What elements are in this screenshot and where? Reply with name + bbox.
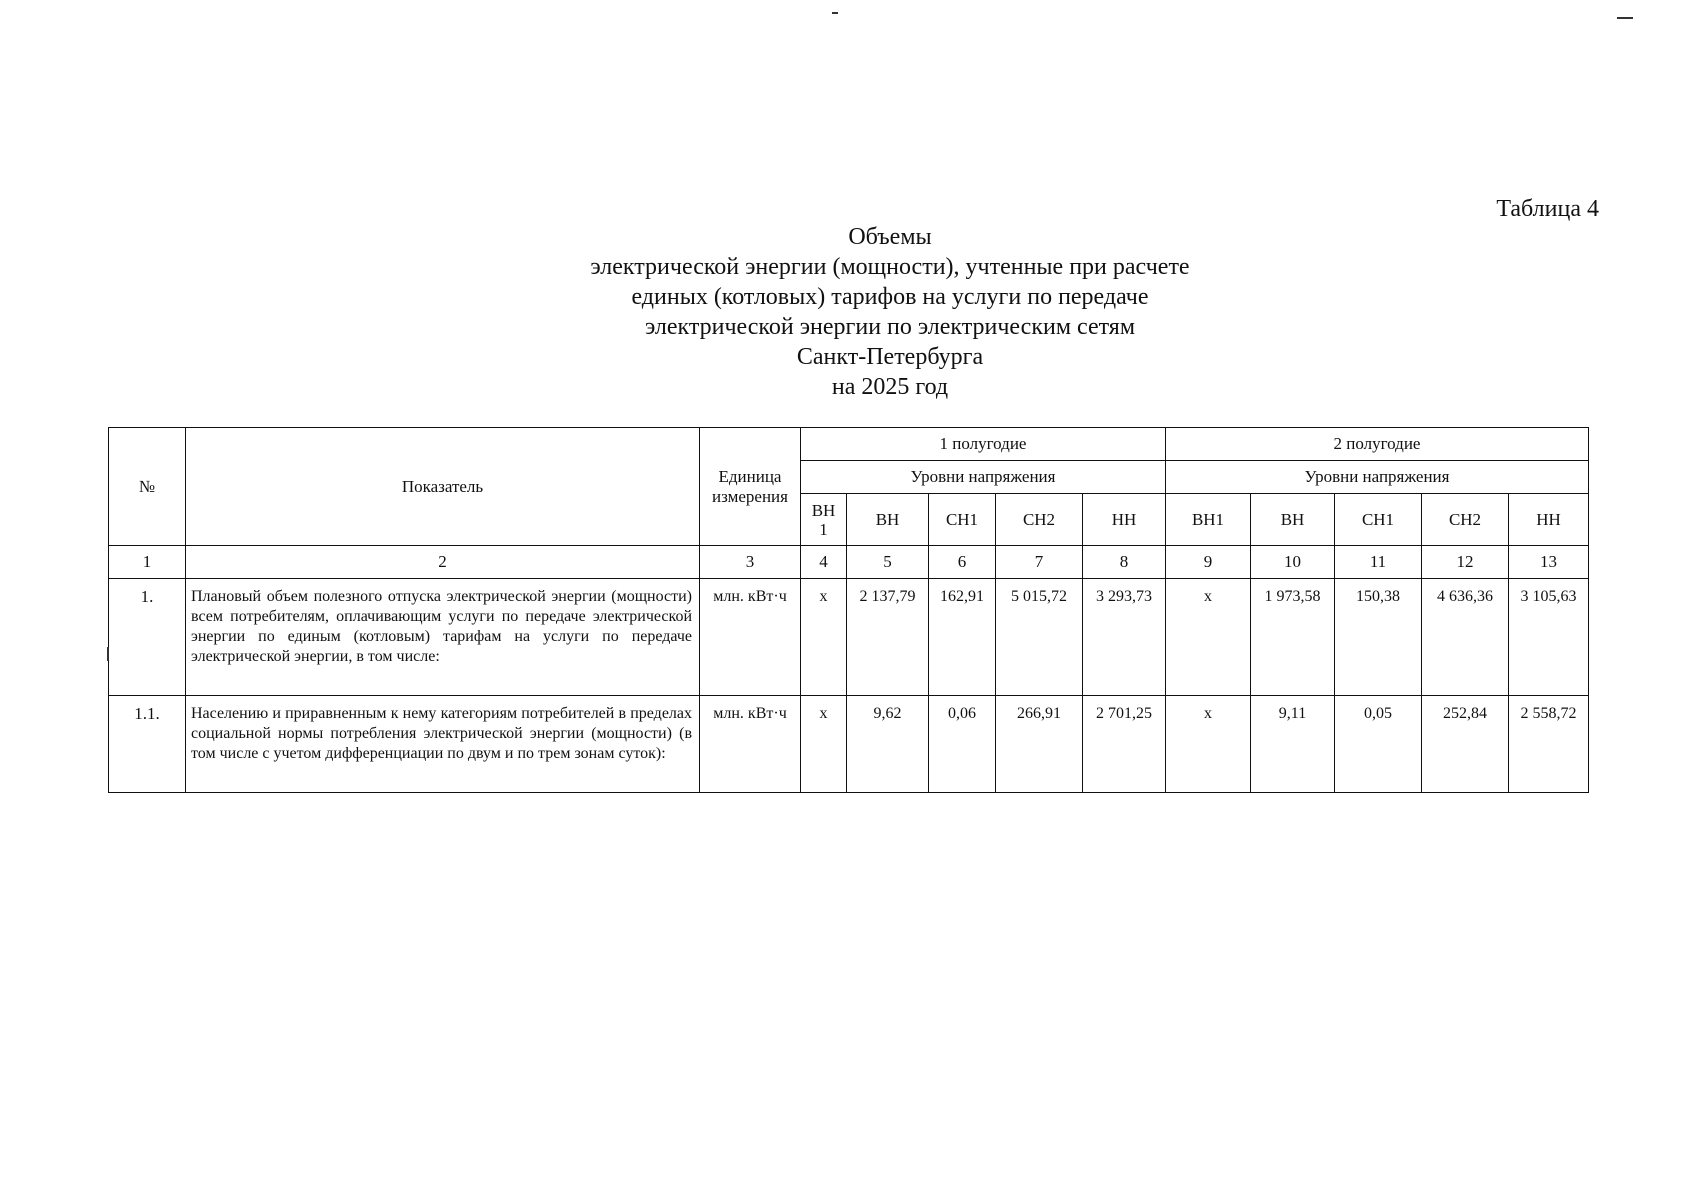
header-level: ВН 1 xyxy=(801,494,847,546)
header-indicator: Показатель xyxy=(186,428,700,546)
value-cell: 9,11 xyxy=(1251,696,1335,793)
header-level: ВН xyxy=(1251,494,1335,546)
row-unit: млн. кВт·ч xyxy=(700,696,801,793)
header-half1-levels: Уровни напряжения xyxy=(801,461,1166,494)
title-line: электрической энергии (мощности), учтенные при расчете xyxy=(590,254,1190,280)
value-cell: 5 015,72 xyxy=(996,579,1083,696)
column-number: 1 xyxy=(109,546,186,579)
column-number: 2 xyxy=(186,546,700,579)
column-number: 13 xyxy=(1509,546,1589,579)
row-number: 1.1. xyxy=(109,696,186,793)
scan-mark xyxy=(832,12,838,14)
column-number: 9 xyxy=(1166,546,1251,579)
document-title xyxy=(0,222,1696,402)
header-level: СН1 xyxy=(1335,494,1422,546)
header-half1: 1 полугодие xyxy=(801,428,1166,461)
header-unit: Единица измерения xyxy=(700,428,801,546)
column-number: 4 xyxy=(801,546,847,579)
header-level: НН xyxy=(1083,494,1166,546)
value-cell: 150,38 xyxy=(1335,579,1422,696)
title-line: единых (котловых) тарифов на услуги по передаче xyxy=(631,284,1149,310)
value-cell: 0,06 xyxy=(929,696,996,793)
column-number: 11 xyxy=(1335,546,1422,579)
header-level: ВН xyxy=(847,494,929,546)
header-half2: 2 полугодие xyxy=(1166,428,1589,461)
value-cell: 2 701,25 xyxy=(1083,696,1166,793)
volumes-table xyxy=(108,427,1589,793)
header-no: № xyxy=(109,428,186,546)
value-cell: x xyxy=(1166,696,1251,793)
header-level: СН2 xyxy=(996,494,1083,546)
row-number: 1. xyxy=(109,579,186,696)
title-line: на 2025 год xyxy=(831,374,949,400)
table-number: Таблица 4 xyxy=(1496,196,1599,222)
table-row xyxy=(109,579,1589,696)
column-number: 12 xyxy=(1422,546,1509,579)
header-level: СН2 xyxy=(1422,494,1509,546)
title-line: Объемы xyxy=(848,224,932,250)
value-cell: x xyxy=(801,696,847,793)
value-cell: 266,91 xyxy=(996,696,1083,793)
value-cell: 1 973,58 xyxy=(1251,579,1335,696)
value-cell: 3 105,63 xyxy=(1509,579,1589,696)
column-number: 10 xyxy=(1251,546,1335,579)
scan-mark xyxy=(107,647,109,661)
row-indicator: Населению и приравненным к нему категориям потребителей в пределах социальной нормы потребления электрической энергии (мощности) (в том числе с учетом дифференциации по двум и по трем зонам суток): xyxy=(186,696,700,793)
value-cell: x xyxy=(801,579,847,696)
title-line: Санкт-Петербурга xyxy=(796,344,984,370)
column-number: 6 xyxy=(929,546,996,579)
scan-mark xyxy=(1617,17,1633,19)
value-cell: 162,91 xyxy=(929,579,996,696)
header-level: НН xyxy=(1509,494,1589,546)
value-cell: 3 293,73 xyxy=(1083,579,1166,696)
column-number: 8 xyxy=(1083,546,1166,579)
column-number: 3 xyxy=(700,546,801,579)
value-cell: x xyxy=(1166,579,1251,696)
value-cell: 9,62 xyxy=(847,696,929,793)
value-cell: 2 137,79 xyxy=(847,579,929,696)
header-level: СН1 xyxy=(929,494,996,546)
value-cell: 2 558,72 xyxy=(1509,696,1589,793)
row-indicator: Плановый объем полезного отпуска электрической энергии (мощности) всем потребителям, оплачивающим услуги по передаче электрической энергии по единым (котловым) тарифам на услуги по передаче электрической энергии, в том числе: xyxy=(186,579,700,696)
header-level: ВН1 xyxy=(1166,494,1251,546)
header-half2-levels: Уровни напряжения xyxy=(1166,461,1589,494)
column-number: 5 xyxy=(847,546,929,579)
row-unit: млн. кВт·ч xyxy=(700,579,801,696)
value-cell: 252,84 xyxy=(1422,696,1509,793)
title-line: электрической энергии по электрическим сетям xyxy=(644,314,1136,340)
column-number: 7 xyxy=(996,546,1083,579)
value-cell: 0,05 xyxy=(1335,696,1422,793)
value-cell: 4 636,36 xyxy=(1422,579,1509,696)
table-row xyxy=(109,696,1589,793)
